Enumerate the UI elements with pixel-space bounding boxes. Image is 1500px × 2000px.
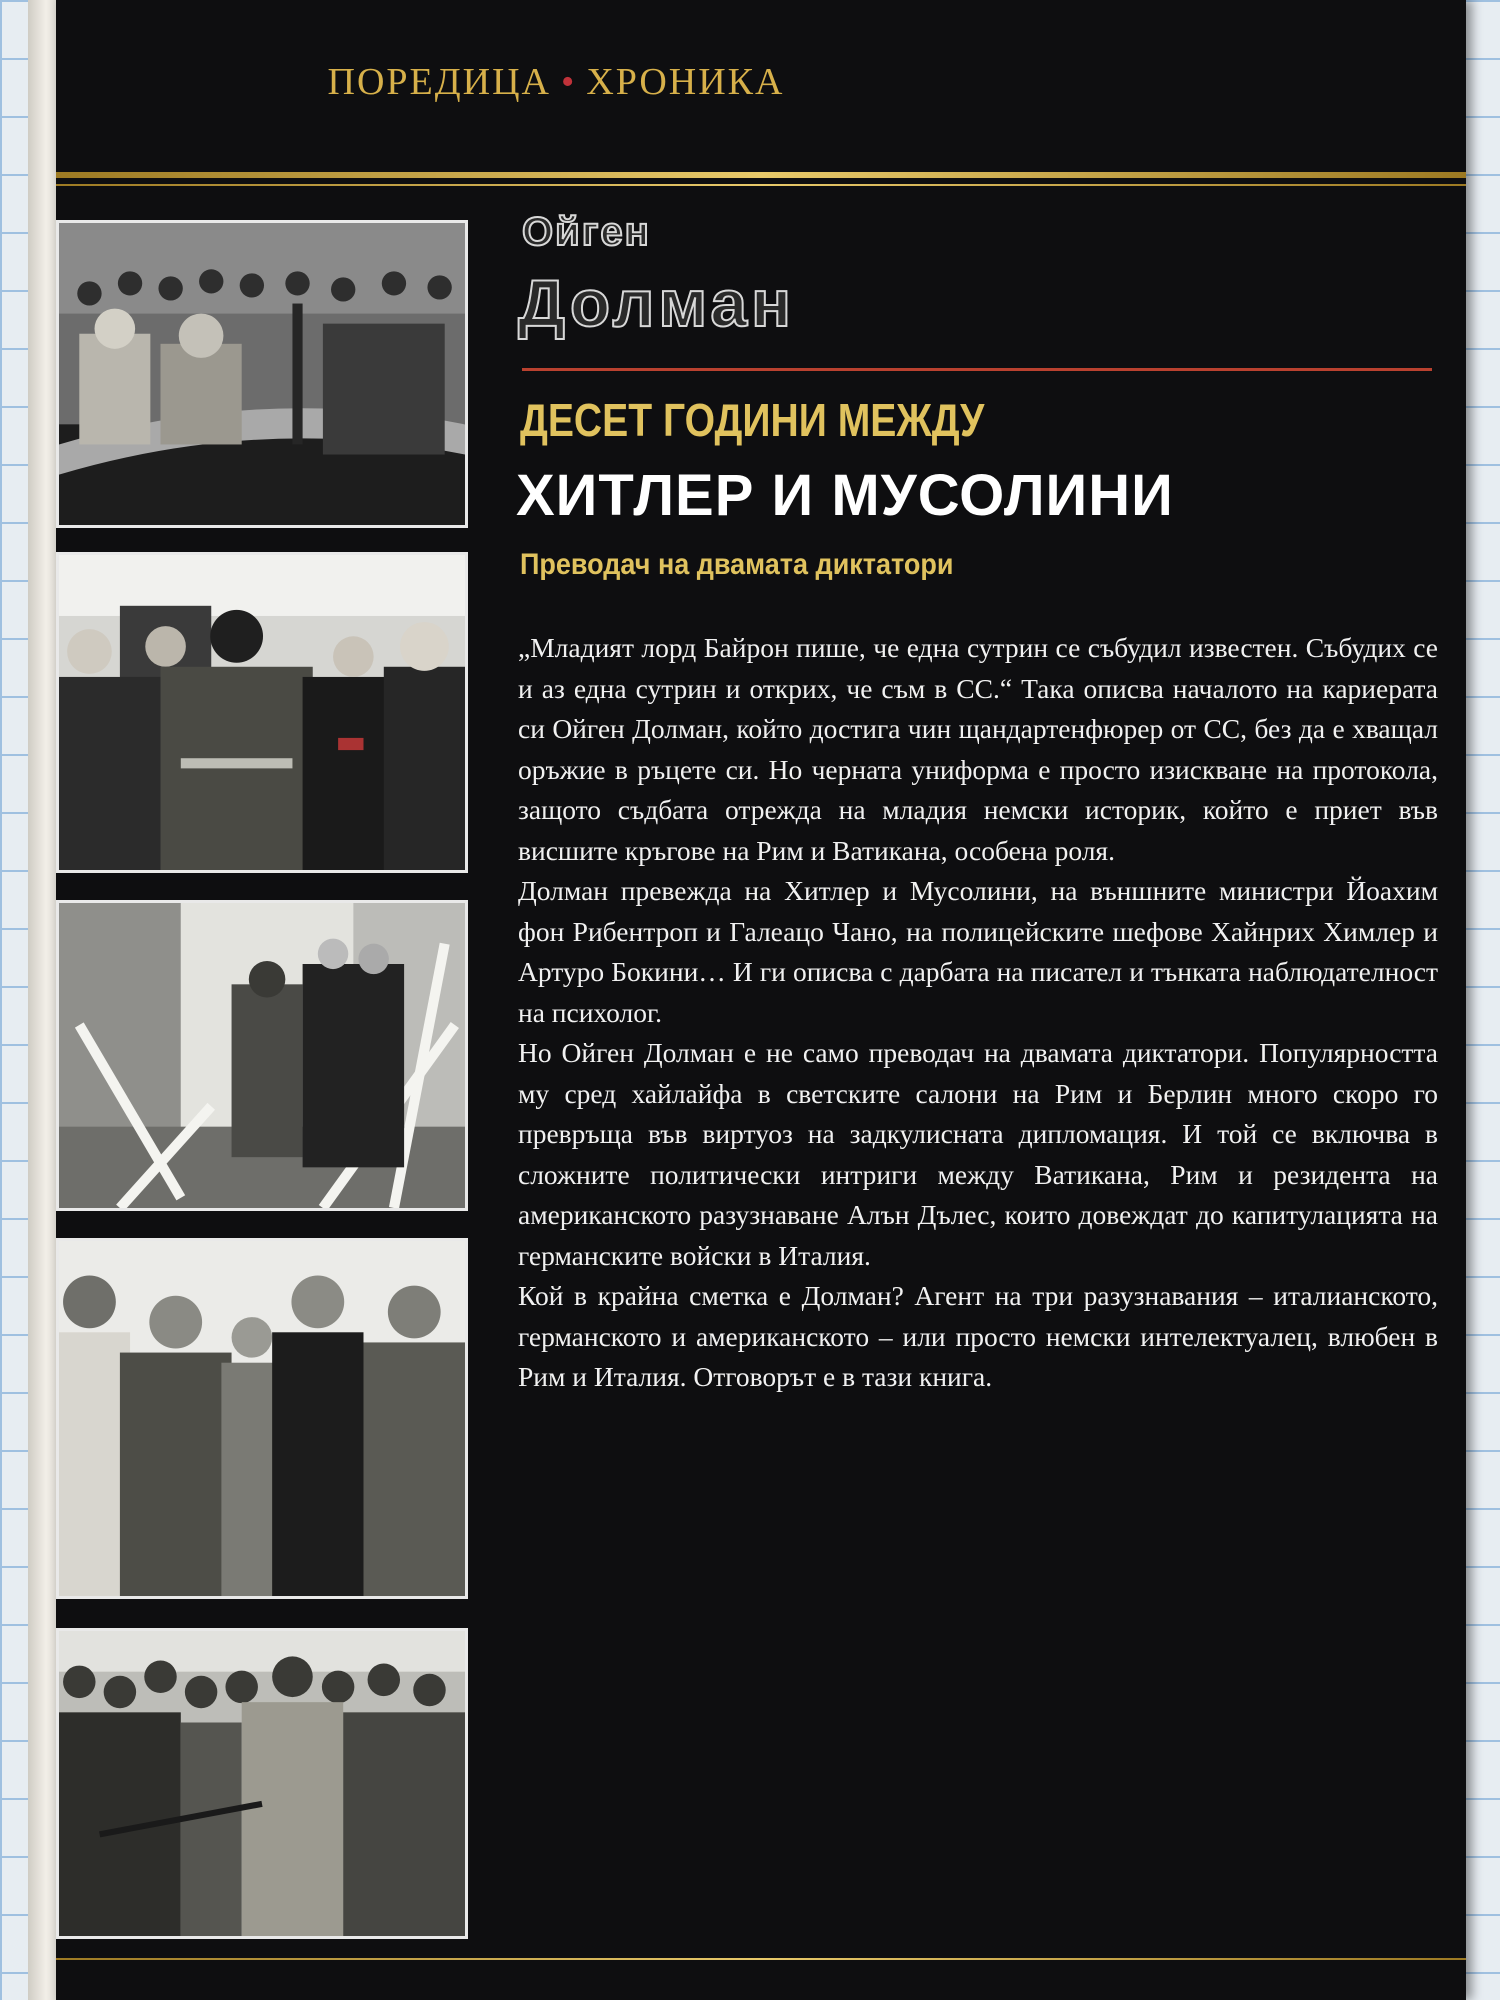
author-first-name: Ойген [522, 210, 651, 254]
blurb-paragraph: Кой в крайна сметка е Долман? Агент на три разузнавания – италианското, германското и американското – или просто немски интелектуалец, влюбен в Рим и Италия. Отговорът е в тази книга. [518, 1280, 1438, 1392]
book-back-cover [56, 0, 1466, 2000]
photo-reception [56, 552, 468, 873]
top-gold-rule-thin [56, 184, 1466, 186]
book-subtitle: Преводач на двамата диктатори [520, 548, 954, 581]
photo-troops-inspection [56, 1628, 468, 1939]
photo-motorcade [56, 220, 468, 528]
series-separator-dot: • [561, 61, 577, 103]
bottom-gold-rule [56, 1958, 1466, 1960]
photo-bombed-room [56, 900, 468, 1211]
author-last-name: Долман [518, 266, 795, 340]
top-gold-rule [56, 172, 1466, 178]
blurb-text [518, 628, 1438, 1398]
series-label-right: ХРОНИКА [586, 61, 785, 103]
blurb-paragraph: Долман превежда на Хитлер и Мусолини, на външните министри Йоахим фон Рибентроп и Галеацо Чано, на полицейските шефове Хайнрих Химлер и Артуро Бокини… И ги описва с дарбата на писател и тънката наблюдателност на психолог. [518, 875, 1438, 1028]
book-spine-edge [28, 0, 58, 2000]
book-title-line-1: ДЕСЕТ ГОДИНИ МЕЖДУ [520, 394, 985, 446]
blurb-paragraph: Но Ойген Долман е не само преводач на двамата диктатори. Популярността му сред хайлайфа в светските салони на Рим и Берлин много скоро го превръща във виртуоз на задкулисната дипломация. И той се включва в сложните политически интриги между Ватикана, Рим и резидента на американското разузнаване Алън Дълес, които довеждат до капитулацията на германските войски в Италия. [518, 1037, 1438, 1271]
blurb-paragraph: „Младият лорд Байрон пише, че една сутрин се събудил известен. Събудих се и аз една сутрин и открих, че съм в СС.“ Така описва началото на кариерата си Ойген Долман, който достига чин щандартенфюрер от СС, без да е хващал оръжие в ръцете си. Но черната униформа е просто изискване на протокола, защото съдбата отрежда на младия немски историк, който е приет във висшите кръгове на Рим и Ватикана, особена роля. [518, 632, 1438, 866]
title-divider [522, 368, 1432, 371]
series-header [56, 60, 1056, 104]
book-title-line-2: ХИТЛЕР И МУСОЛИНИ [516, 463, 1174, 528]
photo-officers-group [56, 1238, 468, 1599]
series-label-left: ПОРЕДИЦА [327, 61, 551, 103]
